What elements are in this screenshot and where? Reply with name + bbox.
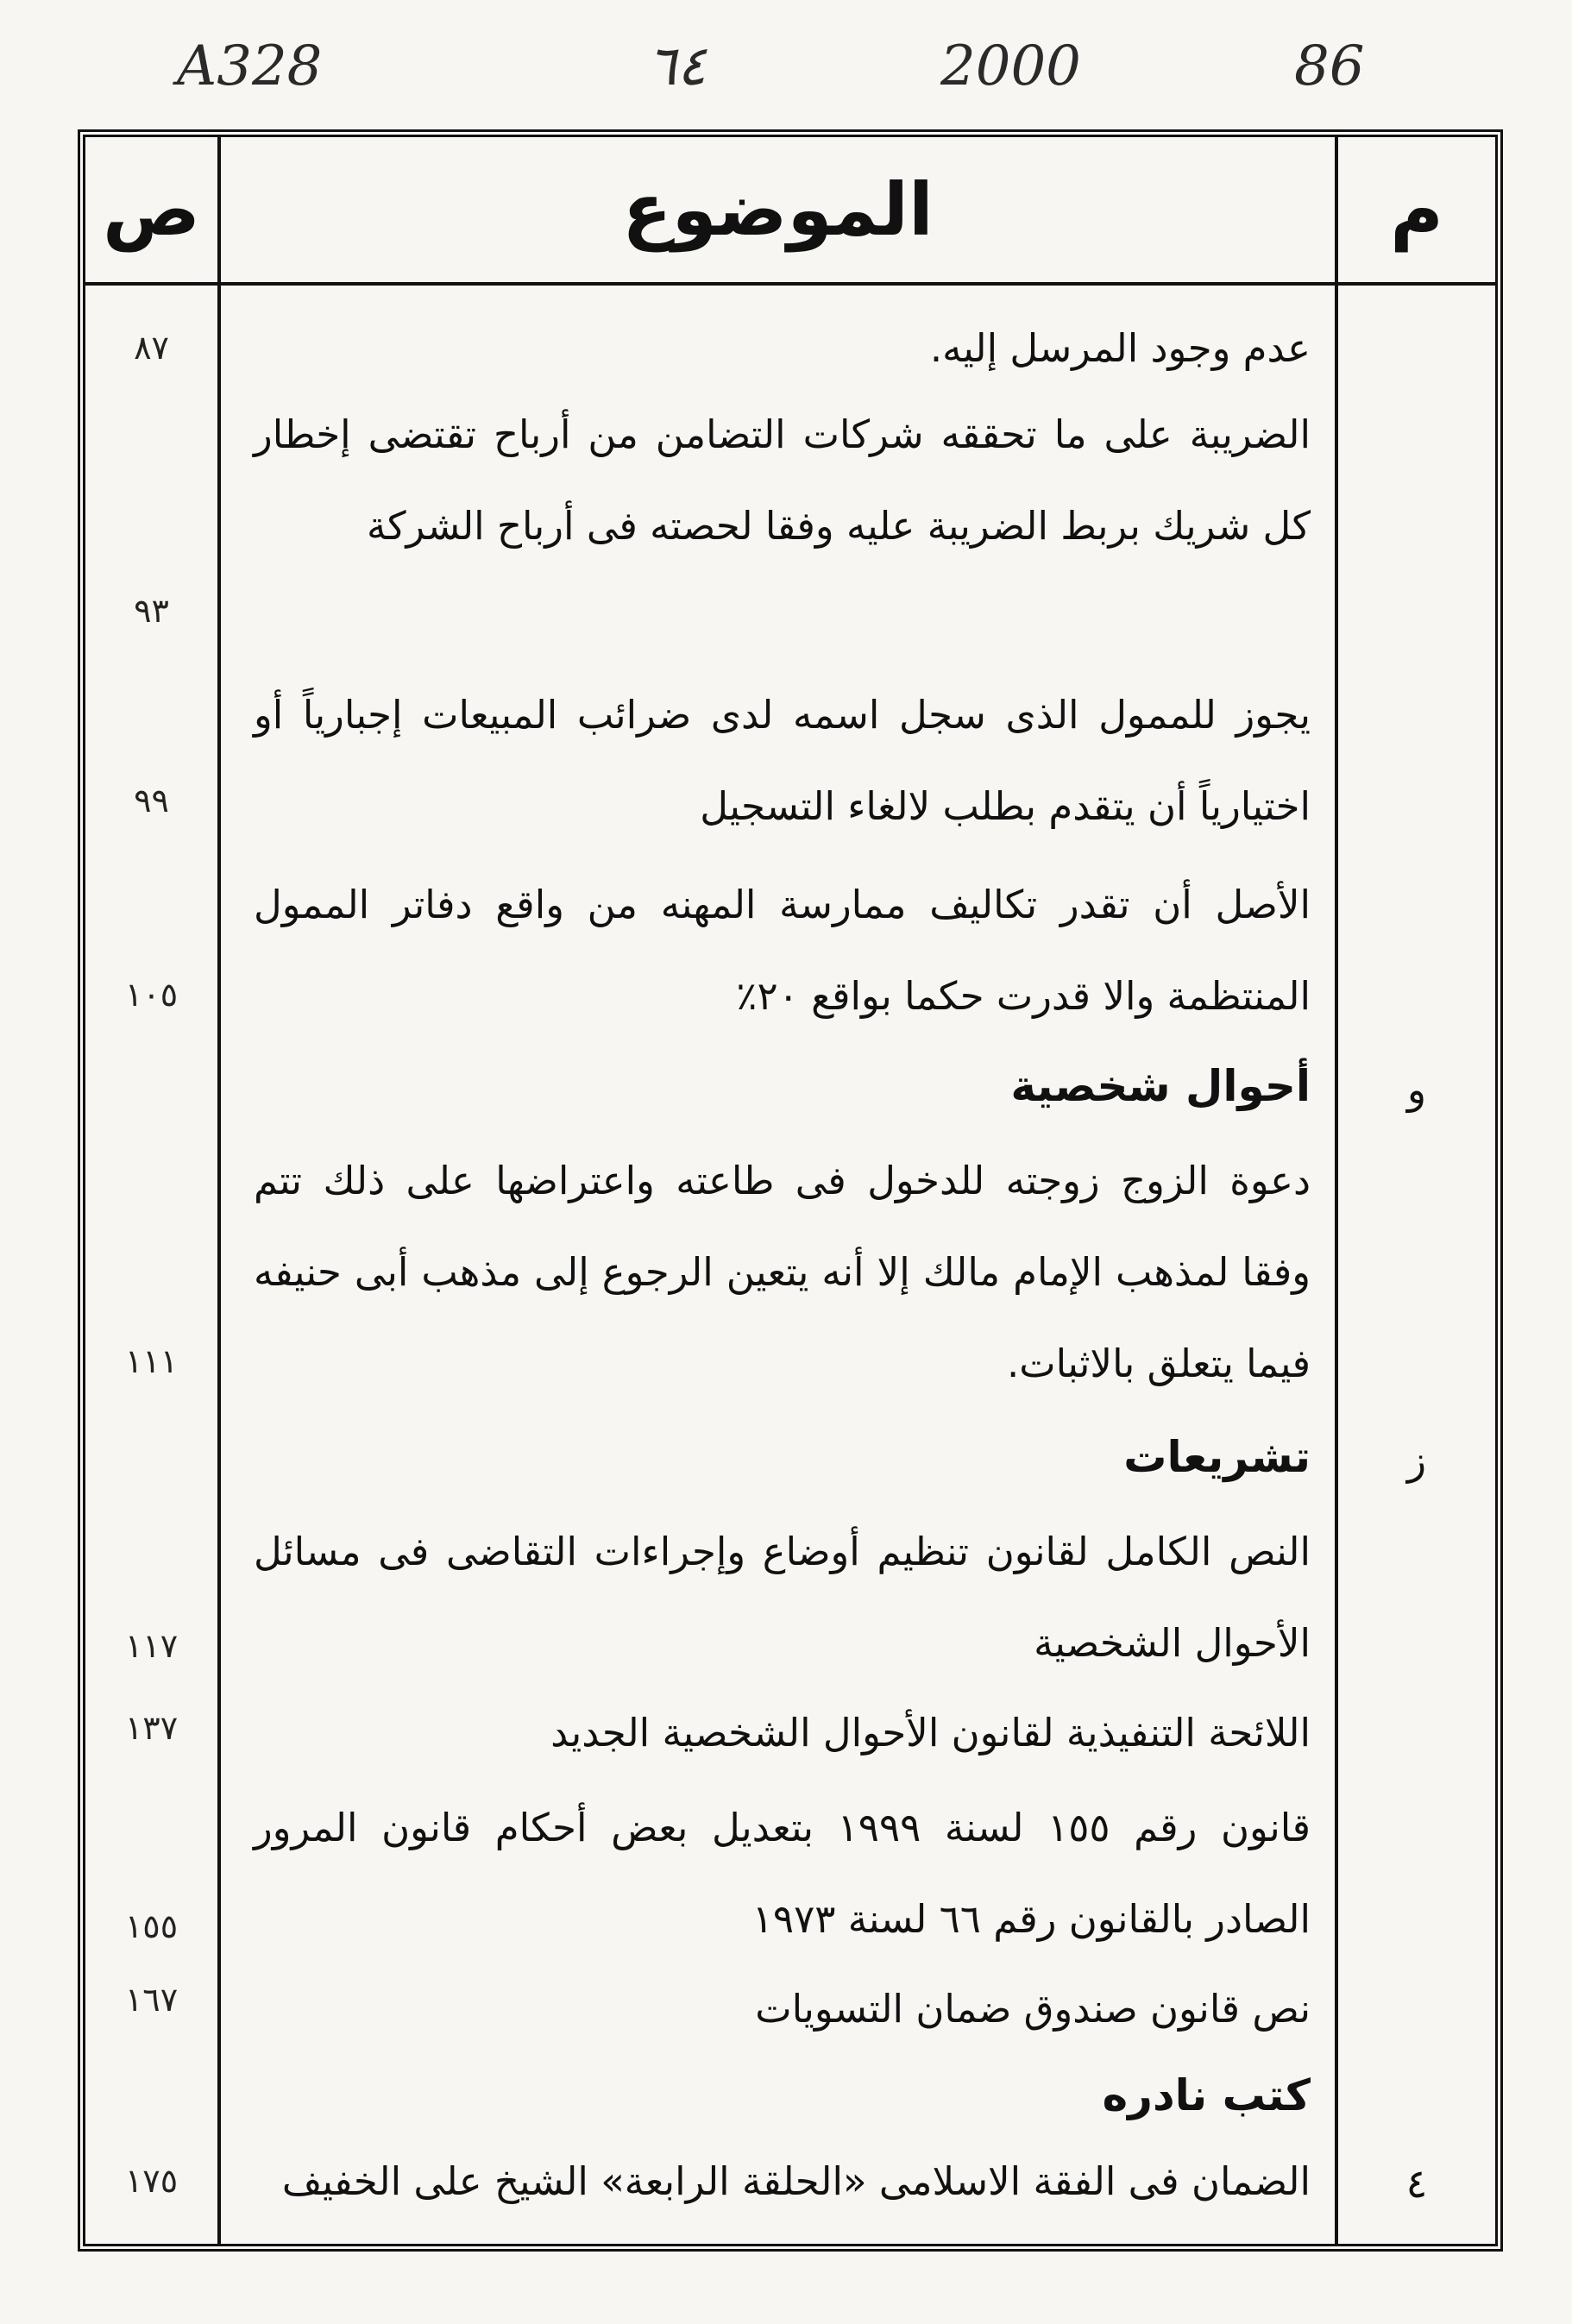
header-page: ص <box>103 167 200 252</box>
page-number: ١٠٥ <box>124 976 179 1014</box>
section-heading: تشريعات <box>1123 1432 1311 1482</box>
handwritten-mark: ٦٤ <box>647 35 707 98</box>
page-number: ٩٩ <box>134 782 169 820</box>
topic-text: اللائحة التنفيذية لقانون الأحوال الشخصية الجديد <box>550 1710 1311 1756</box>
section-number: ٤ <box>1405 2160 1428 2207</box>
page-number: ٨٧ <box>134 329 169 367</box>
contents-table <box>78 129 1503 2252</box>
page-number: ١٣٧ <box>124 1709 179 1747</box>
topic-text: عدم وجود المرسل إليه. <box>929 325 1311 371</box>
handwritten-mark: 2000 <box>940 35 1081 98</box>
topic-text: النص الكامل لقانون تنظيم أوضاع وإجراءات التقاضى فى مسائل الأحوال الشخصية <box>254 1529 1311 1666</box>
section-heading: أحوال شخصية <box>1010 1061 1311 1111</box>
topic-text: دعوة الزوج زوجته للدخول فى طاعته واعتراضها على ذلك تتم وفقا لمذهب الإمام مالك إلا أنه يتعين الرجوع إلى مذهب أبى حنيفه فيما يتعلق بالاثبات. <box>254 1158 1311 1386</box>
handwritten-mark: 86 <box>1294 35 1365 98</box>
section-letter: و <box>1406 1066 1427 1113</box>
page-number: ١٥٥ <box>124 1907 179 1945</box>
page-number: ٩٣ <box>134 592 169 630</box>
topic-text: يجوز للممول الذى سجل اسمه لدى ضرائب المبيعات إجبارياً أو اختيارياً أن يتقدم بطلب لالغاء التسجيل <box>254 692 1311 829</box>
header-topic: الموضوع <box>622 167 934 252</box>
topic-text: الأصل أن تقدر تكاليف ممارسة المهنه من واقع دفاتر الممول المنتظمة والا قدرت حكما بواقع ٢٠٪ <box>254 882 1311 1019</box>
topic-text: الضريبة على ما تحققه شركات التضامن من أرباح تقتضى إخطار كل شريك بربط الضريبة عليه وفقا لحصته فى أرباح الشركة <box>254 411 1311 549</box>
section-letter: ز <box>1406 1437 1427 1484</box>
topic-text: نص قانون صندوق ضمان التسويات <box>755 1986 1311 2032</box>
topic-text: الضمان فى الفقة الاسلامى «الحلقة الرابعة» الشيخ على الخفيف <box>281 2158 1311 2204</box>
page-number: ١٦٧ <box>124 1981 179 2019</box>
table-body <box>85 286 1495 2244</box>
handwritten-mark: A328 <box>177 35 323 98</box>
page-number: ١٧٥ <box>124 2162 179 2200</box>
page-number: ١١١ <box>124 1342 179 1380</box>
topic-text: قانون رقم ١٥٥ لسنة ١٩٩٩ بتعديل بعض أحكام قانون المرور الصادر بالقانون رقم ٦٦ لسنة ١٩٧٣ <box>254 1805 1311 1942</box>
page-number: ١١٧ <box>124 1627 179 1665</box>
header-number: م <box>1390 167 1443 252</box>
section-heading: كتب نادره <box>1102 2070 1311 2120</box>
